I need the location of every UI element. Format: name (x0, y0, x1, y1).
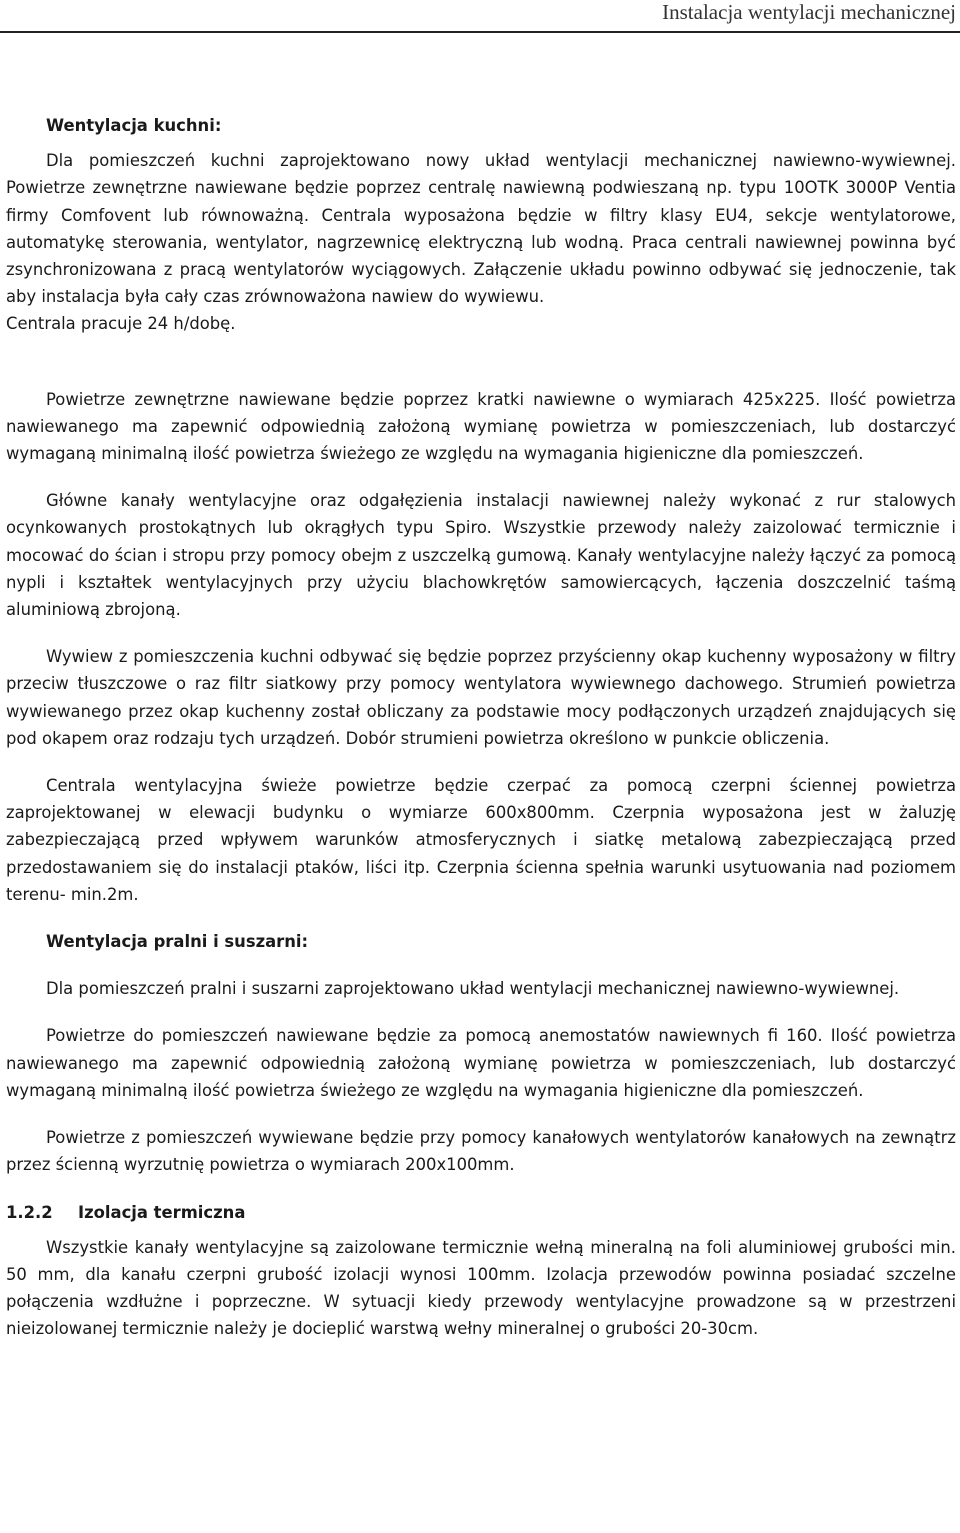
paragraph-kitchen-exhaust: Wywiew z pomieszczenia kuchni odbywać się będzie poprzez przyścienny okap kuchenny wyposażony w filtry przeciw tłuszczowe o raz filtr siatkowy przy pomocy wentylatora wywiewnego dachowego. Strumień powietrza wywiewanego przez okap kuchenny został obliczany za podstawie mocy podłączonych urządzeń znajdujących się pod okapem oraz rodzaju tych urządzeń. Dobór strumieni powietrza określono w punkcie obliczenia. (6, 647, 956, 748)
section-title: Izolacja termiczna (78, 1202, 246, 1222)
section-number: 1.2.2 (6, 1202, 53, 1222)
paragraph-kitchen-intake: Centrala wentylacyjna świeże powietrze będzie czerpać za pomocą czerpni ściennej powietrza zaprojektowanej w elewacji budynku o wymiarze 600x800mm. Czerpnia wyposażona jest w żaluzję zabezpieczającą przed wpływem warunków atmosferycznych i siatkę metalową zabezpieczającą przed przedostawaniem się do instalacji ptaków, liści itp. Czerpnia ścienna spełnia warunki usytuowania nad poziomem terenu- min.2m. (6, 776, 956, 904)
section-heading-insulation (6, 1199, 956, 1226)
paragraph-kitchen-ducts: Główne kanały wentylacyjne oraz odgałęzienia instalacji nawiewnej należy wykonać z rur stalowych ocynkowanych prostokątnych lub okrągłych typu Spiro. Wszystkie przewody należy zaizolować termicznie i mocować do ścian i stropu przy pomocy obejm z uszczelką gumową. Kanały wentylacyjne należy łączyć za pomocą nypli i kształtek wentylacyjnych przy użyciu blachowkrętów samowiercących, łączenia doszczelnić taśmą aluminiową zbrojoną. (6, 491, 956, 620)
page-header (0, 0, 960, 30)
paragraph-kitchen-intro: Dla pomieszczeń kuchni zaprojektowano nowy układ wentylacji mechanicznej nawiewno-wywiewnej. Powietrze zewnętrzne nawiewane będzie poprzez centralę nawiewną podwieszaną np. typu 10OTK 3000P Ventia firmy Comfovent lub równoważną. Centrala wyposażona będzie w filtry klasy EU4, sekcje wentylatorowe, automatykę sterowania, wentylator, nagrzewnicę elektryczną lub wodną. Praca centrali nawiewnej powinna być zsynchronizowana z pracą wentylatorów wyciągowych. Załączenie układu powinno odbywać się jednoczenie, tak aby instalacja była cały czas zrównoważona nawiew do wywiewu. (6, 151, 956, 307)
paragraph-laundry-exhaust: Powietrze z pomieszczeń wywiewane będzie przy pomocy kanałowych wentylatorów kanałowych na zewnątrz przez ścienną wyrzutnię powietrza o wymiarach 200x100mm. (6, 1128, 956, 1175)
document-body (6, 112, 956, 1343)
section-heading-kitchen: Wentylacja kuchni: (46, 116, 222, 135)
paragraph-insulation: Wszystkie kanały wentylacyjne są zaizolowane termicznie wełną mineralną na foli aluminiowej grubości min. 50 mm, dla kanału czerpni grubość izolacji wynosi 100mm. Izolacja przewodów powinna posiadać szczelne połączenia wzdłużne i poprzeczne. W sytuacji kiedy przewody wentylacyjne prowadzone są w przestrzeni nieizolowanej termicznie należy je docieplić warstwą wełny mineralnej o grubości 20-30cm. (6, 1237, 956, 1339)
header-title: Instalacja wentylacji mechanicznej (662, 0, 956, 24)
header-divider (0, 31, 960, 33)
paragraph-kitchen-schedule: Centrala pracuje 24 h/dobę. (6, 314, 236, 334)
paragraph-laundry-intro: Dla pomieszczeń pralni i suszarni zaprojektowano układ wentylacji mechanicznej nawiewno-wywiewnej. (46, 979, 900, 999)
paragraph-kitchen-supply: Powietrze zewnętrzne nawiewane będzie poprzez kratki nawiewne o wymiarach 425x225. Ilość powietrza nawiewanego ma zapewnić odpowiednią założoną wymianę powietrza w pomieszczeniach, lub dostarczyć wymaganą minimalną ilość powietrza świeżego ze względu na wymagania higieniczne dla pomieszczeń. (6, 389, 956, 464)
section-heading-laundry: Wentylacja pralni i suszarni: (46, 932, 309, 952)
paragraph-laundry-supply: Powietrze do pomieszczeń nawiewane będzie za pomocą anemostatów nawiewnych fi 160. Ilość powietrza nawiewanego ma zapewnić odpowiednią założoną wymianę powietrza w pomieszczeniach, lub dostarczyć wymaganą minimalną ilość powietrza świeżego ze względu na wymagania higieniczne dla pomieszczeń. (6, 1026, 956, 1100)
